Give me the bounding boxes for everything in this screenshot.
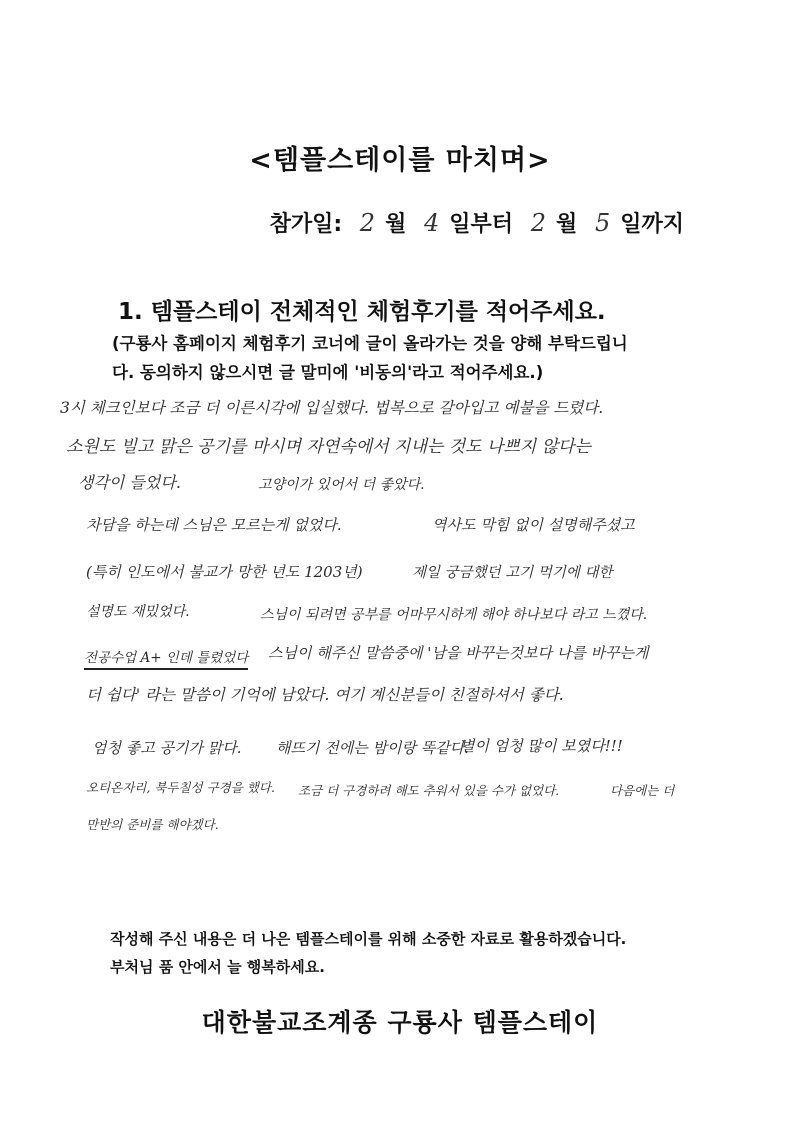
month-word: 월 bbox=[385, 212, 407, 237]
review-line-9a: 엄청 좋고 공기가 맑다. bbox=[92, 739, 242, 757]
review-line-3b: 고양이가 있어서 더 좋았다. bbox=[258, 477, 425, 493]
review-line-9b: 해뜨기 전에는 밤이랑 똑같다. bbox=[276, 739, 469, 757]
review-line-10b: 조금 더 구경하려 해도 추워서 있을 수가 없었다. bbox=[298, 783, 560, 798]
closing-line-1: 작성해 주신 내용은 더 나은 템플스테이를 위해 소중한 자료로 활용하겠습니다. bbox=[110, 930, 627, 948]
participation-dates bbox=[270, 207, 684, 238]
review-line-6a: 설명도 재밌었다. bbox=[86, 604, 190, 620]
day-from: 일부터 bbox=[449, 212, 514, 237]
page-title: <템플스테이를 마치며> bbox=[249, 145, 551, 176]
review-line-5a: (특히 인도에서 불교가 망한 년도 1203년) bbox=[86, 563, 363, 581]
review-line-6b: 스님이 되려면 공부를 어마무시하게 해야 하나보다 라고 느꼈다. bbox=[260, 607, 648, 623]
review-line-8: 더 쉽다' 라는 말씀이 기억에 남았다. 여기 계신분들이 친절하셔서 좋다. bbox=[86, 686, 564, 704]
review-line-10a: 오티온자리, 북두칠성 구경을 했다. bbox=[86, 780, 275, 795]
review-line-10c: 다음에는 더 bbox=[610, 783, 675, 798]
review-line-7a: 전공수업 A+ 인데 틀렸었다 bbox=[84, 646, 248, 670]
review-line-4b: 역사도 막힘 없이 설명해주셨고 bbox=[432, 516, 635, 534]
day-start: 4 bbox=[424, 209, 440, 237]
organization-name: 대한불교조계종 구룡사 템플스테이 bbox=[201, 1008, 599, 1037]
day-end: 5 bbox=[594, 209, 611, 237]
review-line-2: 소원도 빌고 맑은 공기를 마시며 자연속에서 지내는 것도 나쁘지 않다는 bbox=[66, 437, 591, 457]
month-start: 2 bbox=[359, 209, 376, 237]
month-end: 2 bbox=[530, 209, 547, 237]
dates-label: 참가일: bbox=[269, 212, 343, 237]
review-line-3a: 생각이 들었다. bbox=[78, 473, 181, 492]
question-heading: 1. 템플스테이 전체적인 체험후기를 적어주세요. bbox=[118, 299, 606, 325]
month-word-2: 월 bbox=[556, 212, 578, 237]
note-line-1: (구룡사 홈페이지 체험후기 코너에 글이 올라가는 것을 양해 부탁드립니 bbox=[112, 334, 628, 353]
review-line-9c: 별이 엄청 많이 보였다!!! bbox=[460, 737, 623, 755]
note-line-2: 다. 동의하지 않으시면 글 말미에 '비동의'라고 적어주세요.) bbox=[112, 363, 544, 382]
review-line-5b: 제일 궁금했던 고기 먹기에 대한 bbox=[412, 565, 613, 581]
review-line-1: 3시 체크인보다 조금 더 이른시각에 입실했다. 법복으로 갈아입고 예불을 드렸다. bbox=[60, 399, 604, 417]
review-line-4a: 차담을 하는데 스님은 모르는게 없었다. bbox=[86, 516, 342, 534]
closing-line-2: 부처님 품 안에서 늘 행복하세요. bbox=[110, 958, 325, 976]
day-until: 일까지 bbox=[620, 212, 684, 237]
review-line-7b: 스님이 해주신 말씀중에 '남을 바꾸는것보다 나를 바꾸는게 bbox=[268, 644, 649, 662]
review-line-11: 만반의 준비를 해야겠다. bbox=[86, 817, 219, 832]
